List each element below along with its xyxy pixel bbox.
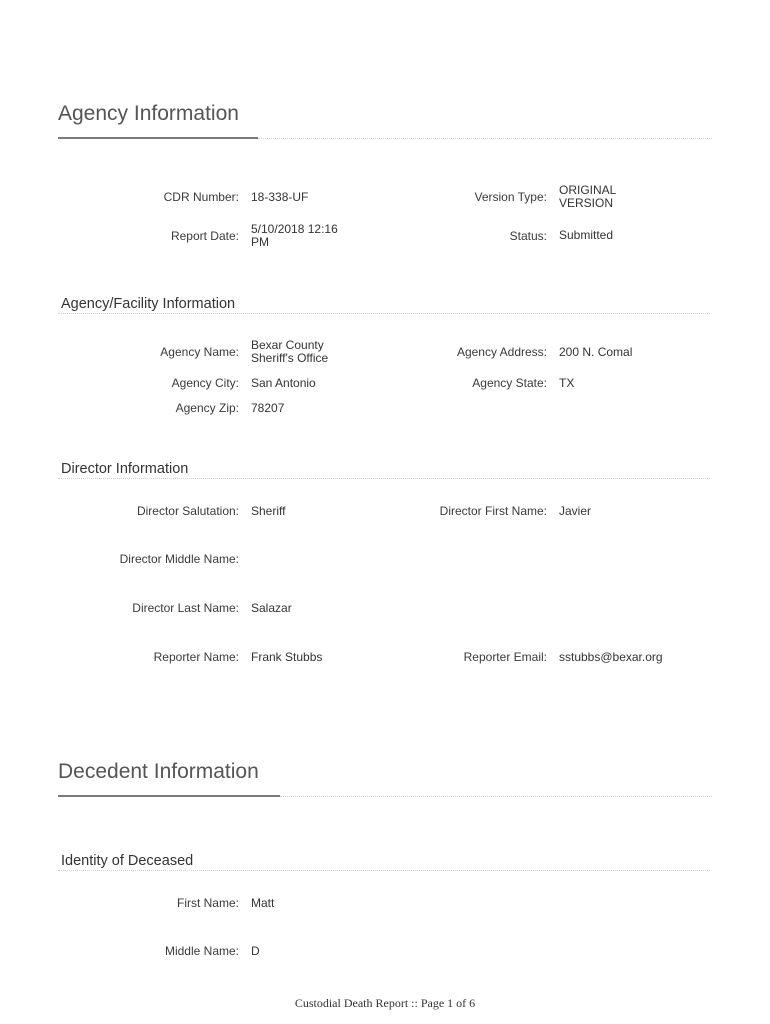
director-first-name-value: Javier [559,504,592,518]
subsection-title-director: Director Information [61,461,189,477]
version-type-label: Version Type: [474,190,547,204]
director-middle-name-label: Director Middle Name: [119,552,239,566]
director-salutation-value: Sheriff [251,504,286,518]
reporter-name-value: Frank Stubbs [251,650,323,664]
agency-state-value: TX [559,376,575,390]
section-divider [258,138,712,139]
subsection-title-identity: Identity of Deceased [61,853,194,869]
agency-name-label: Agency Name: [160,345,239,359]
agency-address-value: 200 N. Comal [559,345,633,359]
report-date-label: Report Date: [170,229,239,243]
subsection-divider [58,313,710,314]
agency-name-value: Bexar County Sheriff's Office [251,338,329,365]
director-first-name-label: Director First Name: [439,504,547,518]
version-type-value: ORIGINAL VERSION [559,183,617,210]
director-last-name-value: Salazar [251,601,292,615]
section-title-decedent-information: Decedent Information [58,760,259,783]
status-value: Submitted [559,228,614,242]
reporter-email-label: Reporter Email: [463,650,547,664]
agency-zip-value: 78207 [251,401,285,415]
middle-name-label: Middle Name: [164,944,239,958]
subsection-title-agency-facility: Agency/Facility Information [61,296,236,312]
first-name-value: Matt [251,896,275,910]
agency-city-label: Agency City: [171,376,239,390]
section-title-agency-information: Agency Information [58,102,239,125]
subsection-divider [58,870,710,871]
agency-state-label: Agency State: [472,376,547,390]
agency-city-value: San Antonio [251,376,316,390]
cdr-number-label: CDR Number: [163,190,239,204]
section-title-underline [58,795,280,797]
reporter-name-label: Reporter Name: [153,650,239,664]
section-title-underline [58,137,258,139]
report-date-value: 5/10/2018 12:16 PM [251,222,338,249]
section-divider [280,796,712,797]
page-footer: Custodial Death Report :: Page 1 of 6 [294,996,476,1010]
agency-address-label: Agency Address: [456,345,547,359]
director-salutation-label: Director Salutation: [136,504,239,518]
cdr-number-value: 18-338-UF [251,190,309,204]
agency-zip-label: Agency Zip: [175,401,239,415]
director-last-name-label: Director Last Name: [132,601,239,615]
subsection-divider [58,478,710,479]
middle-name-value: D [251,944,260,958]
status-label: Status: [509,229,547,243]
reporter-email-value: sstubbs@bexar.org [559,650,663,664]
first-name-label: First Name: [176,896,239,910]
